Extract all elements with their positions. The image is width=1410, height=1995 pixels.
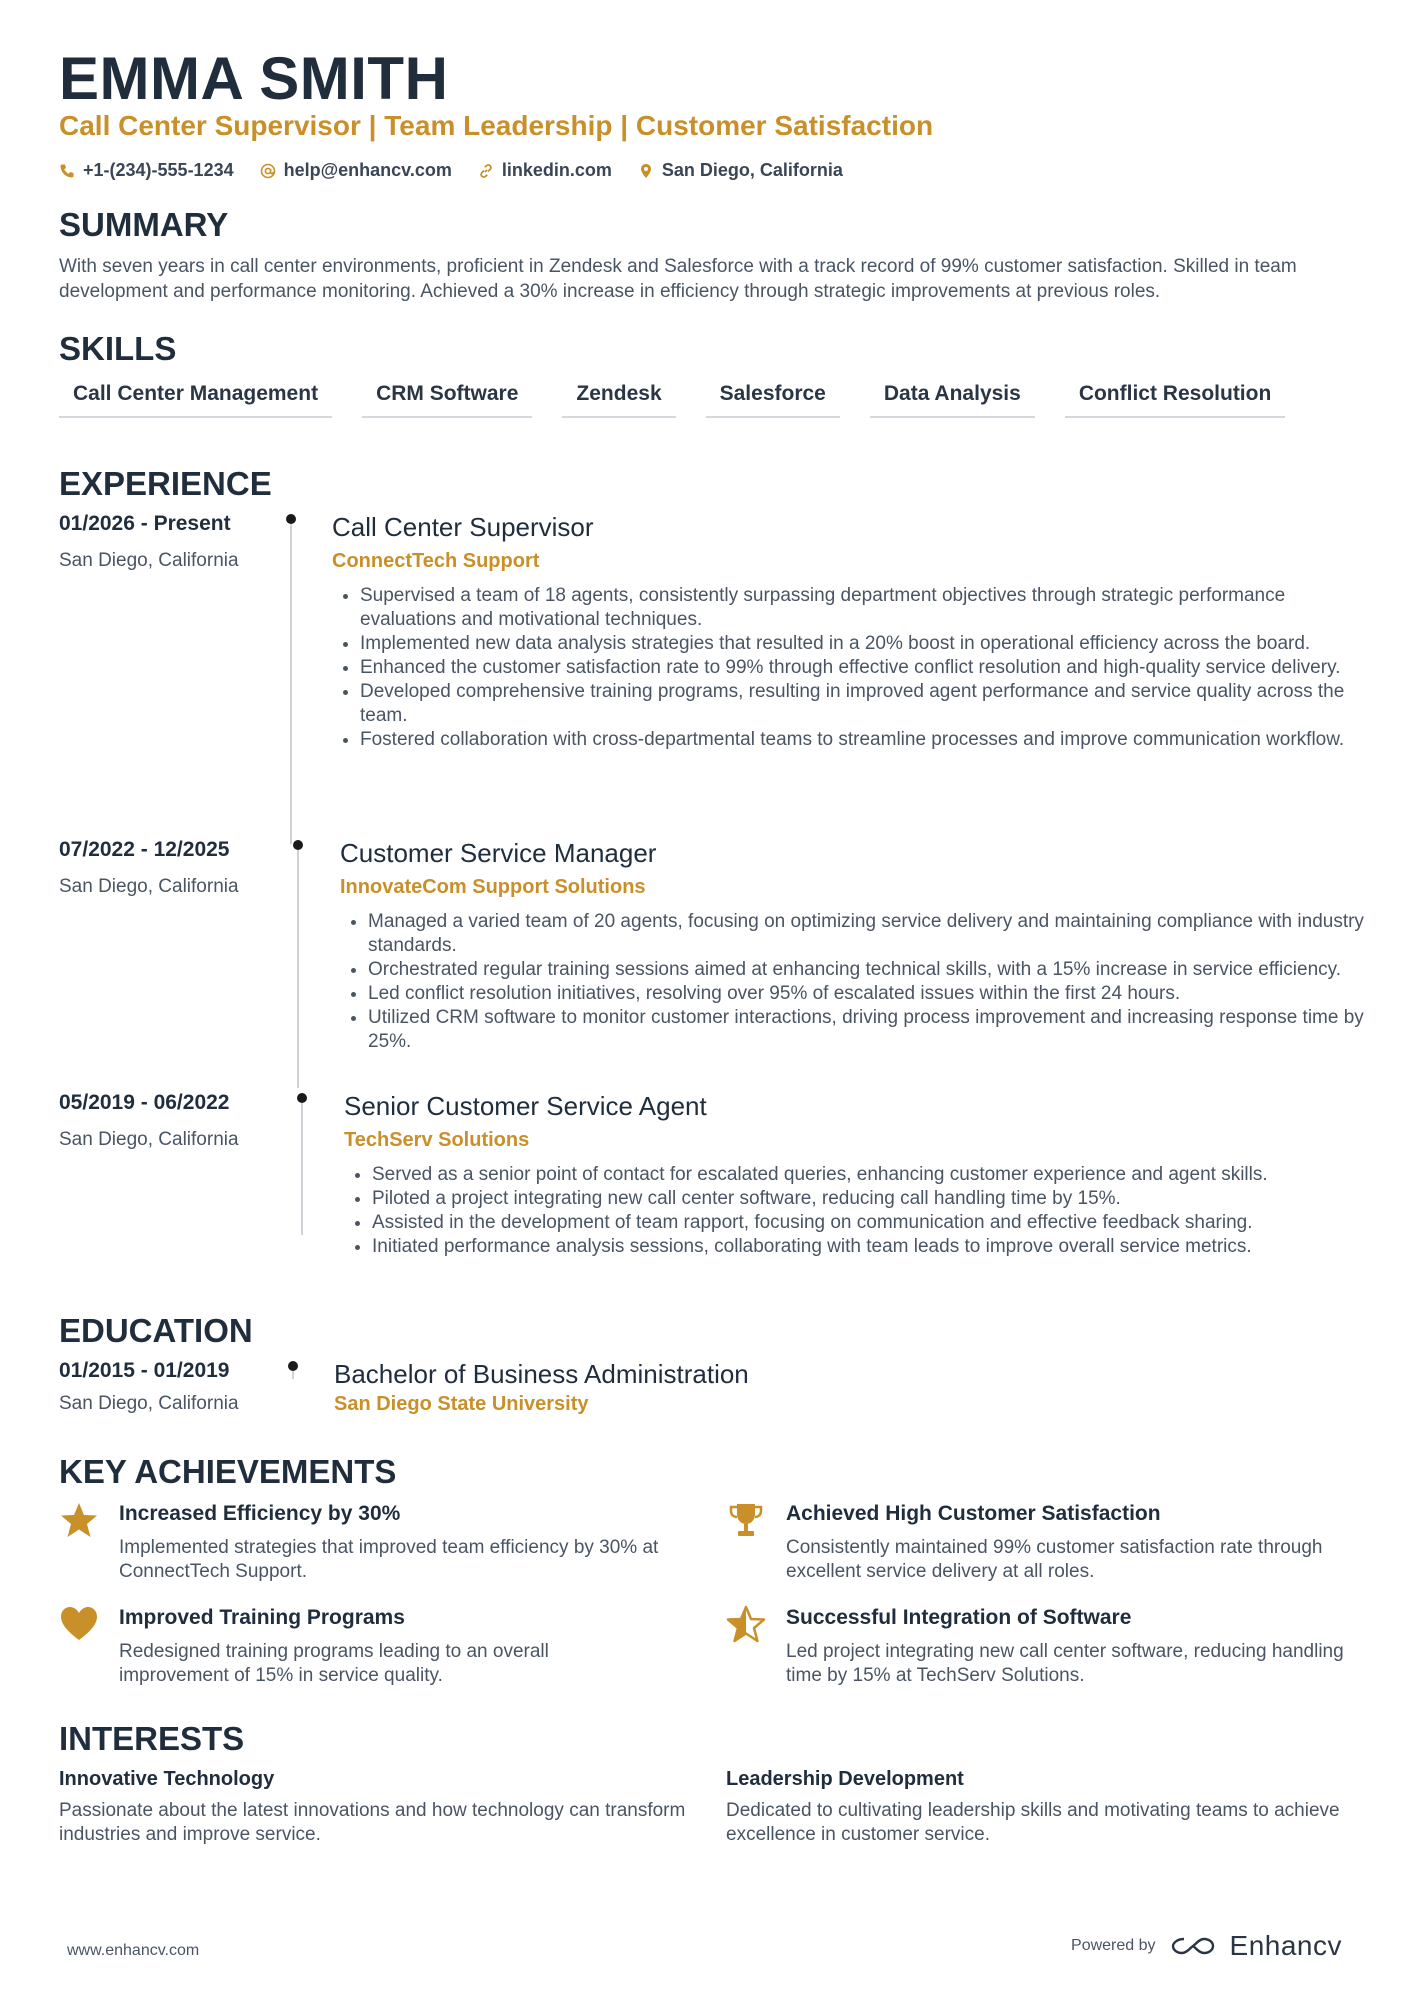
- timeline-line: [290, 524, 292, 844]
- achievement-title: Achieved High Customer Satisfaction: [786, 1502, 1161, 1525]
- bullet-item: • Implemented new data analysis strategies that resulted in a 20% boost in operational efficiency across the board.: [360, 632, 1360, 656]
- timeline-dot: [297, 1093, 307, 1103]
- interest-desc: Dedicated to cultivating leadership skills and motivating teams to achieve excellence in customer service.: [726, 1800, 1340, 1845]
- location-text: San Diego, California: [661, 160, 843, 180]
- skills-list: [59, 382, 1285, 418]
- skill-tag: Data Analysis: [870, 382, 1035, 418]
- bullet-item: • Piloted a project integrating new call center software, reducing call handling time by 15%.: [372, 1187, 1372, 1211]
- bullet-item: • Led conflict resolution initiatives, resolving over 95% of escalated issues within the first 24 hours.: [368, 982, 1368, 1006]
- experience-role: Call Center Supervisor: [332, 512, 594, 542]
- experience-location: San Diego, California: [59, 1129, 239, 1150]
- brand-name: Enhancv: [1229, 1930, 1342, 1961]
- timeline-dot: [293, 840, 303, 850]
- candidate-name: EMMA SMITH: [59, 45, 449, 112]
- education-location: San Diego, California: [59, 1393, 239, 1414]
- bullet-item: • Initiated performance analysis sessions, collaborating with team leads to improve overall service metrics.: [372, 1235, 1372, 1259]
- education-school: San Diego State University: [334, 1393, 589, 1415]
- experience-company: InnovateCom Support Solutions: [340, 876, 646, 898]
- achievement-title: Increased Efficiency by 30%: [119, 1502, 401, 1525]
- interest-title: Innovative Technology: [59, 1768, 275, 1790]
- skill-tag: Zendesk: [562, 382, 675, 418]
- interest-item: [59, 1768, 699, 1847]
- skill-tag: Salesforce: [706, 382, 840, 418]
- phone-text: +1-(234)-555-1234: [83, 160, 234, 180]
- summary-text: With seven years in call center environments, proficient in Zendesk and Salesforce with a track record of 99% customer satisfaction. Skilled in team development and performance monitoring. Achieved a 30% increase in efficiency through strategic improvements at previous roles.: [59, 256, 1297, 302]
- footer-website[interactable]: www.enhancv.com: [67, 1942, 200, 1959]
- skill-tag: Call Center Management: [59, 382, 332, 418]
- achievements-heading: KEY ACHIEVEMENTS: [59, 1453, 397, 1490]
- experience-bullets: [342, 910, 1368, 1054]
- achievement-desc: Implemented strategies that improved team efficiency by 30% at ConnectTech Support.: [119, 1537, 659, 1582]
- bullet-item: • Orchestrated regular training sessions aimed at enhancing technical skills, with a 15% increase in service efficiency.: [368, 958, 1368, 982]
- bullet-item: • Served as a senior point of contact for escalated queries, enhancing customer experience and agent skills.: [372, 1163, 1372, 1187]
- education-heading: EDUCATION: [59, 1312, 253, 1349]
- contact-link[interactable]: [478, 160, 612, 181]
- trophy-icon: [726, 1500, 766, 1540]
- powered-by-text: Powered by: [1071, 1937, 1156, 1954]
- link-text: linkedin.com: [501, 160, 612, 180]
- contact-bar: [59, 160, 843, 181]
- experience-location: San Diego, California: [59, 876, 239, 897]
- experience-company: TechServ Solutions: [344, 1129, 530, 1151]
- email-text: help@enhancv.com: [283, 160, 452, 180]
- experience-location: San Diego, California: [59, 550, 239, 571]
- timeline-line: [297, 850, 299, 1088]
- footer-brand[interactable]: [1071, 1930, 1342, 1962]
- bullet-item: • Utilized CRM software to monitor customer interactions, driving process improvement and increasing response time by 25%.: [368, 1006, 1368, 1054]
- link-icon: [478, 163, 494, 179]
- experience-role: Customer Service Manager: [340, 838, 657, 868]
- timeline-line: [301, 1103, 303, 1235]
- heart-icon: [59, 1604, 99, 1644]
- experience-bullets: [334, 584, 1360, 752]
- achievement-desc: Led project integrating new call center software, reducing handling time by 15% at TechServ Solutions.: [786, 1641, 1344, 1686]
- at-icon: [260, 163, 276, 179]
- bullet-item: • Supervised a team of 18 agents, consistently surpassing department objectives through strategic performance evaluations and motivational techniques.: [360, 584, 1360, 632]
- bullet-item: • Managed a varied team of 20 agents, focusing on optimizing service delivery and maintaining compliance with industry standards.: [368, 910, 1368, 958]
- achievement-desc: Consistently maintained 99% customer satisfaction rate through excellent service delivery at all roles.: [786, 1537, 1323, 1582]
- enhancv-logo-icon: [1170, 1934, 1216, 1958]
- star-icon: [59, 1500, 99, 1540]
- timeline-line: [292, 1371, 294, 1379]
- contact-phone[interactable]: [59, 160, 234, 181]
- location-pin-icon: [638, 163, 654, 179]
- skill-tag: Conflict Resolution: [1065, 382, 1286, 418]
- bullet-item: • Developed comprehensive training programs, resulting in improved agent performance and service quality across the team.: [360, 680, 1360, 728]
- interests-heading: INTERESTS: [59, 1720, 245, 1757]
- headline: Call Center Supervisor | Team Leadership | Customer Satisfaction: [59, 110, 934, 141]
- experience-role: Senior Customer Service Agent: [344, 1091, 707, 1121]
- summary-heading: SUMMARY: [59, 206, 229, 243]
- skill-tag: CRM Software: [362, 382, 532, 418]
- education-degree: Bachelor of Business Administration: [334, 1359, 749, 1389]
- interest-desc: Passionate about the latest innovations and how technology can transform industries and improve service.: [59, 1800, 686, 1845]
- experience-date: 01/2026 - Present: [59, 512, 231, 535]
- contact-email[interactable]: [260, 160, 452, 181]
- contact-location: [638, 160, 843, 181]
- interest-item: [726, 1768, 1366, 1847]
- phone-icon: [59, 163, 75, 179]
- bullet-item: • Assisted in the development of team rapport, focusing on communication and effective feedback sharing.: [372, 1211, 1372, 1235]
- timeline-dot: [288, 1361, 298, 1371]
- experience-heading: EXPERIENCE: [59, 465, 272, 502]
- experience-date: 07/2022 - 12/2025: [59, 838, 230, 861]
- star-half-icon: [726, 1604, 766, 1644]
- experience-company: ConnectTech Support: [332, 550, 540, 572]
- education-date: 01/2015 - 01/2019: [59, 1359, 230, 1382]
- bullet-item: • Enhanced the customer satisfaction rate to 99% through effective conflict resolution and high-quality service delivery.: [360, 656, 1360, 680]
- interest-title: Leadership Development: [726, 1768, 964, 1790]
- timeline-dot: [286, 514, 296, 524]
- achievement-title: Improved Training Programs: [119, 1606, 405, 1629]
- skills-heading: SKILLS: [59, 330, 177, 367]
- achievement-desc: Redesigned training programs leading to an overall improvement of 15% in service quality.: [119, 1641, 549, 1686]
- bullet-item: • Fostered collaboration with cross-departmental teams to streamline processes and improve communication workflow.: [360, 728, 1360, 752]
- experience-bullets: [346, 1163, 1372, 1259]
- experience-date: 05/2019 - 06/2022: [59, 1091, 230, 1114]
- achievement-title: Successful Integration of Software: [786, 1606, 1132, 1629]
